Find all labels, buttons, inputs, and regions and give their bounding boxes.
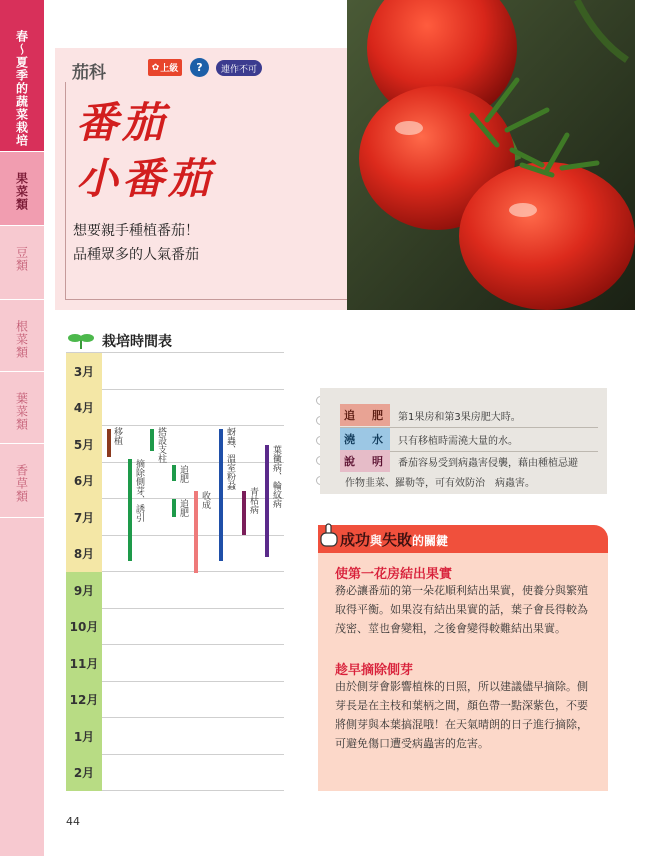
- info-text: 第1果房和第3果房肥大時。: [398, 411, 521, 423]
- tip-heading: 使第一花房結出果實: [335, 567, 453, 582]
- month-label: 2月: [66, 755, 102, 792]
- task-label: 追肥: [178, 499, 188, 517]
- task-bar-aphid: [219, 429, 223, 561]
- month-label: 10月: [66, 609, 102, 646]
- care-info-box: [320, 388, 607, 494]
- month-label: 7月: [66, 499, 102, 536]
- info-label: 追 肥: [340, 404, 390, 426]
- info-text-continued: 作物韭菜、羅勒等，可有效防治 病蟲害。: [345, 478, 535, 489]
- schedule-grid: [66, 352, 284, 790]
- sidebar-tab-label: 香草類: [14, 464, 29, 503]
- sprout-icon: [66, 331, 96, 349]
- tips-title: 成功與失敗的關鍵: [340, 531, 449, 549]
- info-text: 只有移植時需澆大量的水。: [398, 435, 518, 447]
- difficulty-badge: ✿ 上級: [148, 59, 182, 76]
- sidebar-tab-label: 果菜類: [14, 172, 29, 211]
- plant-family: 茄科: [72, 63, 106, 83]
- page-title-line1: 番茄: [76, 98, 169, 147]
- tip-paragraph: 由於側芽會影響植株的日照，所以建議儘早摘除。側芽長是在主枝和葉柄之間，顏色帶一點深紫色，不要將側芽與本葉搞混哦！在天氣晴朗的日子進行摘除，可避免傷口遭受病蟲害的危害。: [335, 680, 588, 750]
- task-label: 移植: [112, 427, 122, 445]
- tips-header: [318, 525, 608, 553]
- info-text: 番茄容易受到病蟲害侵襲，藉由種植忌避: [398, 457, 578, 469]
- schedule-title: 栽培時間表: [102, 334, 172, 350]
- task-label: 蚜蟲、溫室粉蝨: [225, 427, 235, 490]
- chapter-sidebar: [0, 0, 44, 856]
- sidebar-tab-season[interactable]: [0, 0, 44, 152]
- task-bar-leaf-mold: [265, 445, 269, 557]
- month-row: [66, 645, 284, 682]
- month-row: [66, 718, 284, 755]
- info-row-fertilizer: [340, 404, 521, 426]
- tip-paragraph: 務必讓番茄的第一朵花順利結出果實，使養分與繁殖取得平衡。如果沒有結出果實的話，葉子會長得較為茂密、莖也會變粗，之後會變得較難結出果實。: [335, 584, 588, 635]
- month-label: 1月: [66, 718, 102, 755]
- month-label: 3月: [66, 353, 102, 390]
- info-label: 澆 水: [340, 428, 390, 450]
- season-label: 春〜夏季的蔬菜栽培: [14, 30, 29, 147]
- sidebar-tab-herbs[interactable]: [0, 444, 44, 518]
- task-bar-fertilize-1: [172, 465, 176, 481]
- sidebar-tab-label: 根菜類: [14, 320, 29, 359]
- rotation-badge: 連作不可: [216, 60, 262, 76]
- month-row: [66, 755, 284, 792]
- task-label: 收成: [200, 491, 210, 509]
- task-label: 摘除側芽、誘引: [134, 459, 144, 522]
- task-label: 搭設支柱: [156, 427, 166, 463]
- month-row: [66, 536, 284, 573]
- info-row-watering: [340, 428, 518, 450]
- info-row-notes: [340, 450, 578, 472]
- task-label: 追肥: [178, 465, 188, 483]
- month-row: [66, 572, 284, 609]
- month-label: 11月: [66, 645, 102, 682]
- month-label: 5月: [66, 426, 102, 463]
- info-label: 說 明: [340, 450, 390, 472]
- tomato-photo: [347, 0, 635, 310]
- sidebar-tab-leaf-vegetables[interactable]: [0, 372, 44, 444]
- month-label: 4月: [66, 390, 102, 427]
- tips-body: [318, 553, 608, 791]
- flower-icon: ✿: [151, 62, 160, 73]
- month-row: [66, 609, 284, 646]
- title-frame: [65, 82, 347, 300]
- sidebar-tab-label: 豆類: [14, 246, 29, 272]
- plant-header: [55, 48, 347, 310]
- sidebar-tab-beans[interactable]: [0, 226, 44, 300]
- month-row: [66, 426, 284, 463]
- page-number: 44: [66, 815, 80, 828]
- sidebar-tab-fruit-vegetables[interactable]: [0, 152, 44, 226]
- task-label: 青枯病: [248, 487, 258, 514]
- month-label: 6月: [66, 463, 102, 500]
- subtitle-line2: 品種眾多的人氣番茄: [73, 247, 199, 263]
- task-label: 葉黴病、輪紋病: [271, 445, 281, 508]
- task-bar-transplant: [107, 429, 111, 457]
- sidebar-tab-label: 葉菜類: [14, 392, 29, 431]
- month-row: [66, 353, 284, 390]
- month-label: 9月: [66, 572, 102, 609]
- task-bar-bacterial-wilt: [242, 491, 246, 535]
- page-title-line2: 小番茄: [76, 154, 215, 203]
- subtitle-line1: 想要親手種植番茄！: [73, 223, 199, 239]
- sidebar-tab-root-vegetables[interactable]: [0, 300, 44, 372]
- month-row: [66, 682, 284, 719]
- task-bar-harvest: [194, 491, 198, 573]
- sunlight-icon: ?: [190, 58, 209, 77]
- month-label: 12月: [66, 682, 102, 719]
- month-row: [66, 390, 284, 427]
- task-bar-stake: [150, 429, 154, 451]
- task-bar-prune: [128, 459, 132, 561]
- pointing-hand-icon: [318, 522, 340, 548]
- task-bar-fertilize-2: [172, 499, 176, 517]
- tip-heading: 趁早摘除側芽: [335, 663, 414, 678]
- month-label: 8月: [66, 536, 102, 573]
